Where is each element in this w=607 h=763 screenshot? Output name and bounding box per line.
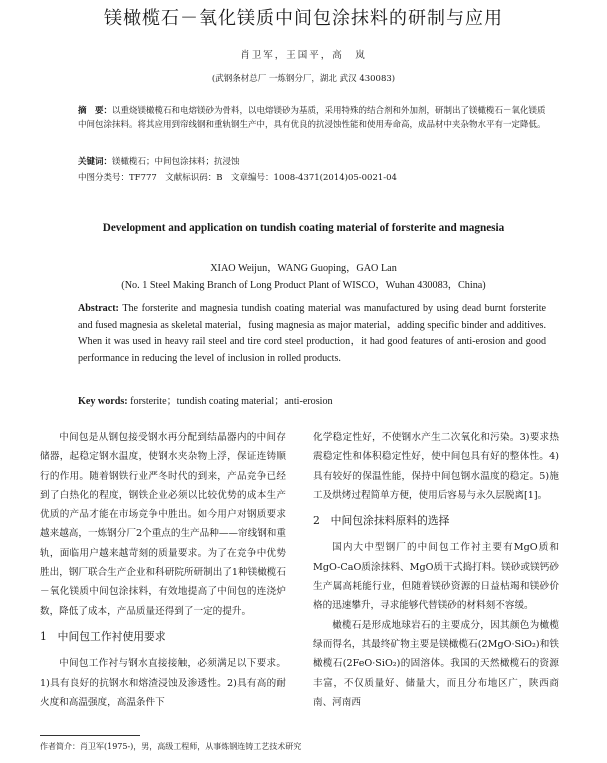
authors: 肖卫军，王国平，高 岚	[240, 50, 367, 61]
right-column	[313, 428, 559, 712]
body-paragraph: 中间包工作衬与钢水直接接触，必须满足以下要求。1)具有良好的抗钢水和熔渣浸蚀及渗透性。2)具有高的耐火度和高温强度，高温条件下	[40, 658, 286, 708]
keywords-cn-text: 镁橄榄石；中间包涂抹料；抗浸蚀	[112, 157, 240, 167]
keywords-cn-label: 关键词：	[78, 157, 113, 167]
english-keywords-text: forsterite；tundish coating material；anti-erosion	[130, 396, 333, 407]
body-paragraph: 中间包是从钢包接受钢水再分配到结晶器内的中间存储器，起稳定钢水温度，使钢水夹杂物上浮，保证连铸顺行的作用。随着钢铁行业严冬时代的到来，产品竞争已经到了白热化的程度，钢铁企业必须以比较优势的成本生产优质的产品才能在市场竞争中胜出。如今用户对钢质要求越来越高，一炼钢分厂2个重点的生产品种——帘线钢和重轨，面临用户越来越苛刻的质量要求。为了在竞争中优势胜出，钢厂联合生产企业和科研院所研制出了1种镁橄榄石－氧化镁质中间包涂抹料，有效地提高了中间包的连浇炉数，降低了成本，产品质量还得到了一定的提升。	[40, 432, 286, 617]
english-abstract	[78, 301, 546, 367]
english-keywords	[78, 392, 546, 407]
keywords-cn	[78, 155, 548, 169]
body-paragraph: 橄榄石是形成地球岩石的主要成分，因其颜色为橄榄绿而得名，其最终矿物主要是镁橄榄石(2MgO·SiO₂)和铁橄榄石(2FeO·SiO₂)的固溶体。我国的天然橄榄石的资源丰富，不仅质量好、储量大，而且分布地区广，陕西商南、河南西	[313, 619, 559, 708]
body-paragraph: 国内大中型钢厂的中间包工作衬主要有MgO质和MgO-CaO质涂抹料、MgO质干式捣打料。镁砂或镁钙砂生产属高耗能行业，但随着镁砂资源的日益枯竭和镁砂价格的迅速攀升，寻求能够代替镁砂的材料刻不容缓。	[313, 542, 559, 612]
body-paragraph: 化学稳定性好，不使钢水产生二次氧化和污染。3)要求热震稳定性和体积稳定性好，使中间包具有好的整体性。4)具有较好的保温性能，保持中间包钢水温度的稳定。5)施工及烘烤过程简单方便，使用后容易与永久层脱离[1]。	[313, 432, 559, 501]
left-column	[40, 428, 286, 712]
english-abstract-label: Abstract:	[78, 303, 119, 314]
abstract-cn	[78, 104, 548, 132]
english-keywords-label: Key words:	[78, 396, 128, 407]
section-heading: 2 中间包涂抹料原料的选择	[313, 514, 450, 528]
affiliation: (武钢条材总厂 一炼钢分厂，湖北 武汉 430083)	[211, 74, 396, 84]
paper-title: 镁橄榄石－氧化镁质中间包涂抹料的研制与应用	[104, 8, 503, 29]
abstract-cn-text: 以重烧镁橄榄石和电熔镁砂为骨料，以电熔镁砂为基质，采用特殊的结合剂和外加剂，研制出了镁橄榄石－氧化镁质中间包涂抹料。将其应用到帘线钢和重轨钢生产中，具有优良的抗浸蚀性能和使用寿命高，成品材中夹杂物水平有一定降低。	[78, 106, 546, 130]
section-heading: 1 中间包工作衬使用要求	[40, 629, 166, 643]
classification-line: 中图分类号：TF777 文献标识码：B 文章编号：1008-4371(2014)05-0021-04	[78, 173, 397, 183]
abstract-cn-label: 摘 要：	[78, 106, 113, 116]
english-abstract-text: The forsterite and magnesia tundish coating material was manufactured by using dead burnt forsterite and fused magnesia as skeletal material，fusing magnesia as major material，adding specific binder and additives. When it was used in heavy rail steel and tire cord steel production，it had good features of anti-erosion and good performance in reducing the level of inclusion in rolled products.	[78, 303, 546, 364]
english-title: Development and application on tundish coating material of forsterite and magnesia	[102, 222, 505, 234]
english-affiliation: (No. 1 Steel Making Branch of Long Product Plant of WISCO，Wuhan 430083，China)	[121, 280, 486, 291]
english-authors: XIAO Weijun，WANG Guoping，GAO Lan	[210, 263, 397, 274]
author-footnote: 作者简介：肖卫军(1975-)，男，高级工程师，从事炼钢连铸工艺技术研究	[40, 742, 302, 751]
footnote-rule	[40, 735, 140, 736]
